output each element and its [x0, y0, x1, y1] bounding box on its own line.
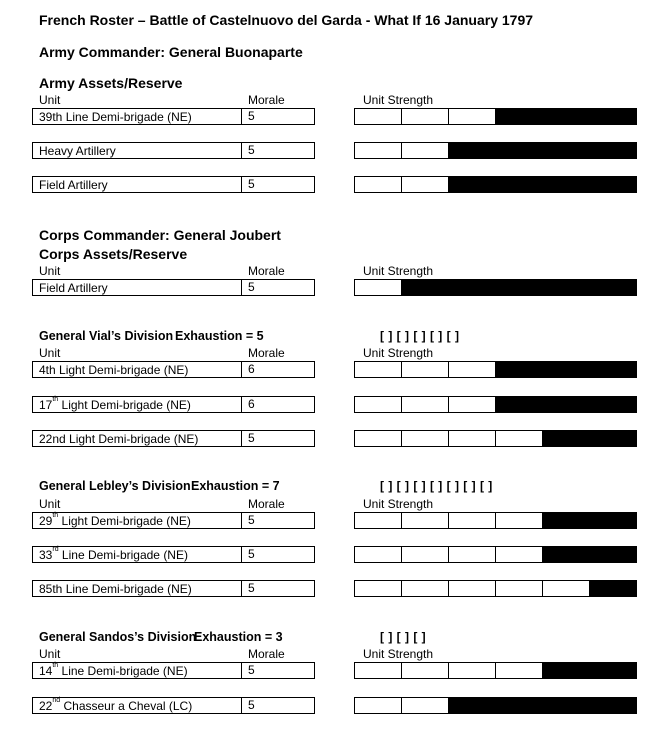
strength-step[interactable]	[355, 143, 402, 158]
unit-name	[39, 548, 188, 562]
unit-name-rest: Line Demi-brigade (NE)	[58, 548, 188, 562]
strength-step[interactable]	[355, 397, 402, 412]
unit-name	[39, 398, 191, 412]
unit-strength-track	[354, 279, 637, 296]
strength-step-lost[interactable]	[496, 109, 543, 124]
strength-step-lost[interactable]	[543, 431, 590, 446]
col-strength-label: Unit Strength	[363, 346, 434, 360]
col-unit-label: Unit	[39, 93, 61, 107]
strength-step[interactable]	[402, 177, 449, 192]
unit-name-ordinal: th	[52, 662, 59, 669]
unit-row	[32, 697, 315, 714]
unit-row	[32, 430, 315, 447]
unit-strength-track	[354, 546, 637, 563]
col-unit-label: Unit	[39, 346, 61, 360]
vial-exhaustion: Exhaustion = 5	[175, 329, 264, 343]
unit-row	[32, 176, 315, 193]
strength-step-lost[interactable]	[543, 109, 590, 124]
unit-morale: 5	[241, 698, 255, 713]
strength-step-lost[interactable]	[449, 177, 496, 192]
strength-step[interactable]	[402, 431, 449, 446]
unit-morale: 5	[241, 280, 255, 295]
roster-title: French Roster – Battle of Castelnuovo del Garda - What If 16 January 1797	[39, 12, 534, 28]
corps-assets-heading: Corps Assets/Reserve	[39, 246, 188, 262]
unit-strength-track	[354, 396, 637, 413]
strength-step[interactable]	[496, 547, 543, 562]
unit-row	[32, 396, 315, 413]
strength-step-lost[interactable]	[590, 109, 636, 124]
strength-step[interactable]	[355, 109, 402, 124]
strength-step-lost[interactable]	[543, 177, 590, 192]
strength-step[interactable]	[543, 581, 590, 596]
strength-step[interactable]	[402, 513, 449, 528]
strength-step[interactable]	[402, 663, 449, 678]
strength-step[interactable]	[402, 109, 449, 124]
sandos-exhaustion-boxes: [ ] [ ] [ ]	[380, 630, 427, 644]
unit-row	[32, 546, 315, 563]
strength-step[interactable]	[449, 581, 496, 596]
unit-morale: 5	[241, 431, 255, 446]
strength-step[interactable]	[449, 547, 496, 562]
strength-step-lost[interactable]	[496, 177, 543, 192]
unit-name-rest: Chasseur a Cheval (LC)	[60, 699, 193, 713]
strength-step-lost[interactable]	[496, 280, 543, 295]
strength-step[interactable]	[402, 698, 449, 713]
strength-step-lost[interactable]	[449, 280, 496, 295]
unit-strength-track	[354, 108, 637, 125]
unit-name: Field Artillery	[39, 281, 108, 295]
strength-step-lost[interactable]	[543, 397, 590, 412]
strength-step[interactable]	[496, 431, 543, 446]
unit-strength-track	[354, 176, 637, 193]
unit-morale: 6	[241, 362, 255, 377]
strength-step[interactable]	[496, 581, 543, 596]
unit-name	[39, 664, 188, 678]
unit-name-ordinal: rd	[52, 546, 59, 553]
strength-step[interactable]	[402, 547, 449, 562]
strength-step-lost[interactable]	[449, 143, 496, 158]
unit-name-rest: Light Demi-brigade (NE)	[58, 398, 191, 412]
col-morale-label: Morale	[248, 497, 285, 511]
corps-commander: Corps Commander: General Joubert	[39, 227, 281, 243]
strength-step-lost[interactable]	[590, 362, 636, 377]
strength-step[interactable]	[355, 431, 402, 446]
unit-morale: 5	[241, 663, 255, 678]
unit-strength-track	[354, 580, 637, 597]
unit-name-rest: Line Demi-brigade (NE)	[58, 664, 188, 678]
strength-step-lost[interactable]	[543, 143, 590, 158]
strength-step[interactable]	[449, 109, 496, 124]
unit-row	[32, 580, 315, 597]
unit-name-number: 29	[39, 514, 53, 528]
strength-step-lost[interactable]	[543, 280, 590, 295]
unit-morale: 5	[241, 547, 255, 562]
unit-strength-track	[354, 430, 637, 447]
unit-name: Heavy Artillery	[39, 144, 116, 158]
unit-morale: 5	[241, 143, 255, 158]
strength-step-lost[interactable]	[543, 362, 590, 377]
strength-step-lost[interactable]	[543, 663, 590, 678]
unit-name: 22nd Light Demi-brigade (NE)	[39, 432, 199, 446]
col-morale-label: Morale	[248, 647, 285, 661]
strength-step[interactable]	[449, 513, 496, 528]
unit-name-rest: Light Demi-brigade (NE)	[58, 514, 191, 528]
army-assets-heading: Army Assets/Reserve	[39, 75, 183, 91]
col-morale-label: Morale	[248, 346, 285, 360]
strength-step[interactable]	[355, 663, 402, 678]
strength-step[interactable]	[402, 397, 449, 412]
unit-name	[39, 514, 191, 528]
unit-name-ordinal: th	[52, 512, 59, 519]
army-commander: Army Commander: General Buonaparte	[39, 44, 303, 60]
strength-step-lost[interactable]	[496, 698, 543, 713]
unit-morale: 5	[241, 513, 255, 528]
strength-step[interactable]	[496, 513, 543, 528]
strength-step[interactable]	[449, 431, 496, 446]
col-strength-label: Unit Strength	[363, 93, 434, 107]
strength-step-lost[interactable]	[543, 698, 590, 713]
strength-step-lost[interactable]	[590, 547, 636, 562]
strength-step-lost[interactable]	[590, 177, 636, 192]
col-unit-label: Unit	[39, 264, 61, 278]
sandos-division-heading: General Sandos’s Division	[39, 630, 197, 644]
strength-step-lost[interactable]	[590, 698, 636, 713]
unit-name: 85th Line Demi-brigade (NE)	[39, 582, 192, 596]
lebley-exhaustion-boxes: [ ] [ ] [ ] [ ] [ ] [ ] [ ]	[380, 479, 493, 493]
unit-strength-track	[354, 361, 637, 378]
strength-step-lost[interactable]	[590, 581, 636, 596]
strength-step[interactable]	[402, 362, 449, 377]
unit-row	[32, 512, 315, 529]
vial-exhaustion-boxes: [ ] [ ] [ ] [ ] [ ]	[380, 329, 460, 343]
unit-name-ordinal: nd	[52, 697, 61, 704]
strength-step[interactable]	[355, 547, 402, 562]
strength-step[interactable]	[355, 177, 402, 192]
strength-step-lost[interactable]	[590, 431, 636, 446]
unit-morale: 6	[241, 397, 255, 412]
strength-step-lost[interactable]	[590, 143, 636, 158]
unit-name: 4th Light Demi-brigade (NE)	[39, 363, 189, 377]
col-morale-label: Morale	[248, 93, 285, 107]
strength-step-lost[interactable]	[402, 280, 449, 295]
unit-row	[32, 361, 315, 378]
unit-row	[32, 279, 315, 296]
strength-step[interactable]	[355, 362, 402, 377]
unit-name-number: 33	[39, 548, 53, 562]
col-morale-label: Morale	[248, 264, 285, 278]
strength-step-lost[interactable]	[590, 513, 636, 528]
strength-step[interactable]	[449, 397, 496, 412]
unit-strength-track	[354, 512, 637, 529]
vial-division-heading: General Vial’s Division	[39, 329, 174, 343]
unit-name	[39, 699, 192, 713]
strength-step[interactable]	[355, 513, 402, 528]
col-unit-label: Unit	[39, 497, 61, 511]
col-strength-label: Unit Strength	[363, 497, 434, 511]
strength-step-lost[interactable]	[590, 397, 636, 412]
unit-strength-track	[354, 142, 637, 159]
unit-morale: 5	[241, 581, 255, 596]
strength-step[interactable]	[402, 143, 449, 158]
unit-name-number: 22	[39, 699, 53, 713]
strength-step-lost[interactable]	[496, 397, 543, 412]
strength-step[interactable]	[355, 280, 402, 295]
unit-morale: 5	[241, 109, 255, 124]
unit-name-number: 17	[39, 398, 53, 412]
strength-step[interactable]	[449, 663, 496, 678]
unit-row	[32, 108, 315, 125]
unit-name-ordinal: th	[52, 396, 59, 403]
strength-step[interactable]	[402, 581, 449, 596]
unit-row	[32, 662, 315, 679]
strength-step[interactable]	[449, 362, 496, 377]
lebley-division-heading: General Lebley’s Division	[39, 479, 191, 493]
col-strength-label: Unit Strength	[363, 264, 434, 278]
strength-step[interactable]	[355, 698, 402, 713]
strength-step-lost[interactable]	[449, 698, 496, 713]
col-unit-label: Unit	[39, 647, 61, 661]
lebley-exhaustion: Exhaustion = 7	[191, 479, 280, 493]
strength-step[interactable]	[496, 663, 543, 678]
unit-name: Field Artillery	[39, 178, 108, 192]
unit-morale: 5	[241, 177, 255, 192]
col-strength-label: Unit Strength	[363, 647, 434, 661]
strength-step-lost[interactable]	[496, 362, 543, 377]
unit-name: 39th Line Demi-brigade (NE)	[39, 110, 192, 124]
sandos-exhaustion: Exhaustion = 3	[194, 630, 283, 644]
unit-name-number: 14	[39, 664, 53, 678]
unit-strength-track	[354, 697, 637, 714]
strength-step-lost[interactable]	[496, 143, 543, 158]
unit-row	[32, 142, 315, 159]
strength-step-lost[interactable]	[543, 513, 590, 528]
strength-step-lost[interactable]	[590, 280, 636, 295]
strength-step[interactable]	[355, 581, 402, 596]
strength-step-lost[interactable]	[590, 663, 636, 678]
strength-step-lost[interactable]	[543, 547, 590, 562]
unit-strength-track	[354, 662, 637, 679]
